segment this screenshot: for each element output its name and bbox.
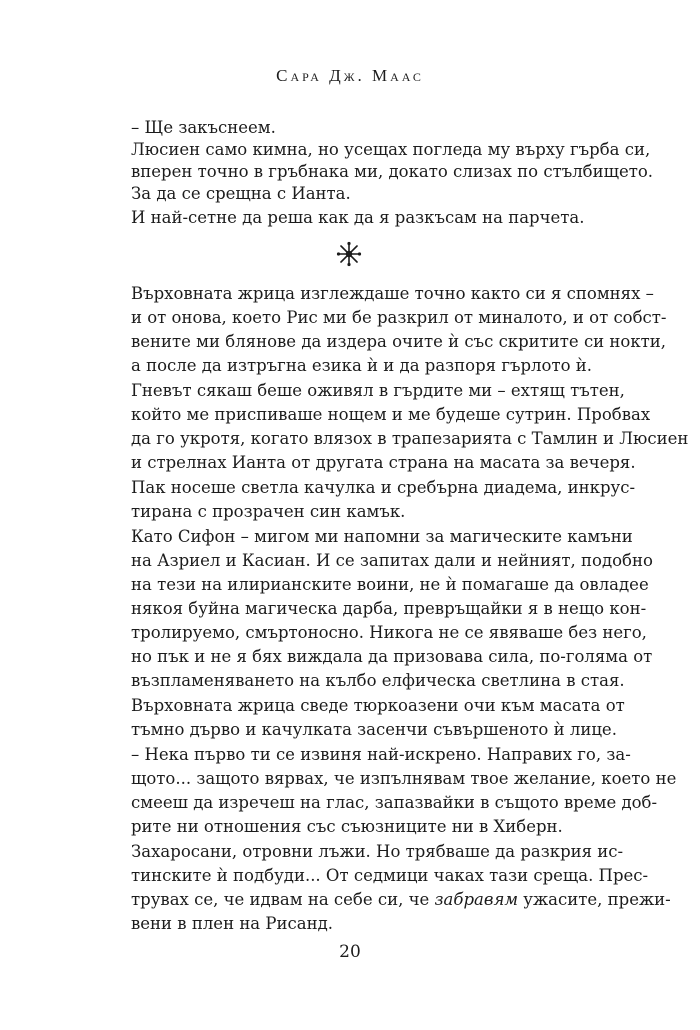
text-line: вени в плен на Рисанд. xyxy=(131,914,333,933)
text-line: смееш да изречеш на глас, запазвайки в същото време доб- xyxy=(131,793,658,812)
text-line: Захаросани, отровни лъжи. Но трябваше да разкрия ис- xyxy=(131,842,624,861)
text-line: рите ни отношения със съюзниците ни в Хиберн. xyxy=(131,817,563,836)
text-line: Като Сифон – мигом ми напомни за магическите камъни xyxy=(131,527,633,546)
text-line: Върховната жрица сведе тюркоазени очи към масата от xyxy=(131,696,625,715)
text-line: и стрелнах Ианта от другата страна на масата за вечеря. xyxy=(131,453,636,472)
text-line: вперен точно в гръбнака ми, докато слизах по стълбището. xyxy=(131,162,654,181)
text-line: Върховната жрица изглеждаше точно както си я спомнях – xyxy=(131,284,654,303)
text-line: – Ще закъснеем. xyxy=(131,118,276,137)
text-line: тролируемо, смъртоносно. Никога не се явяваше без него, xyxy=(131,623,647,642)
text-line: някоя буйна магическа дарба, превръщайки я в нещо кон- xyxy=(131,599,647,618)
text-line: да го укротя, когато влязох в трапезарията с Тамлин и Люсиен xyxy=(131,429,689,448)
text-line: който ме приспиваше нощем и ме будеше сутрин. Пробвах xyxy=(131,405,651,424)
text-line: но пък и не я бях виждала да призовава сила, по-голяма от xyxy=(131,647,653,666)
page-number: 20 xyxy=(339,942,361,962)
text-line: И най-сетне да реша как да я разкъсам на парчета. xyxy=(131,208,585,227)
text-line: За да се срещна с Ианта. xyxy=(131,184,351,203)
text-line: и от онова, което Рис ми бе разкрил от миналото, и от собст- xyxy=(131,308,667,327)
section-break-ornament-icon xyxy=(336,241,362,267)
text-line: щото... защото вярвах, че изпълнявам твое желание, което не xyxy=(131,769,677,788)
text-line: тинските ѝ подбуди... От седмици чаках тази среща. Прес- xyxy=(131,866,649,885)
text-line: а после да изтръгна езика ѝ и да разпоря гърлото ѝ. xyxy=(131,356,592,375)
text-line: вените ми блянове да издера очите ѝ със скритите си нокти, xyxy=(131,332,667,351)
text-line: тъмно дърво и качулката засенчи съвършеното ѝ лице. xyxy=(131,720,617,739)
running-header-author: Сара Дж. Маас xyxy=(276,66,424,85)
text-line: на Азриел и Касиан. И се запитах дали и нейният, подобно xyxy=(131,551,653,570)
text-line: Пак носеше светла качулка и сребърна диадема, инкрус- xyxy=(131,478,636,497)
text-line: тирана с прозрачен син камък. xyxy=(131,502,406,521)
text-line: на тези на илирианските воини, не ѝ помагаше да овладее xyxy=(131,575,649,594)
text-line: възпламеняването на кълбо елфическа светлина в стая. xyxy=(131,671,625,690)
text-line: – Нека първо ти се извиня най-искрено. Направих го, за- xyxy=(131,745,631,764)
text-line: Люсиен само кимна, но усещах погледа му върху гърба си, xyxy=(131,140,651,159)
text-line: трувах се, че идвам на себе си, че забравям ужасите, прежи- xyxy=(131,890,671,909)
text-line: Гневът сякаш беше оживял в гърдите ми – ехтящ тътен, xyxy=(131,381,625,400)
